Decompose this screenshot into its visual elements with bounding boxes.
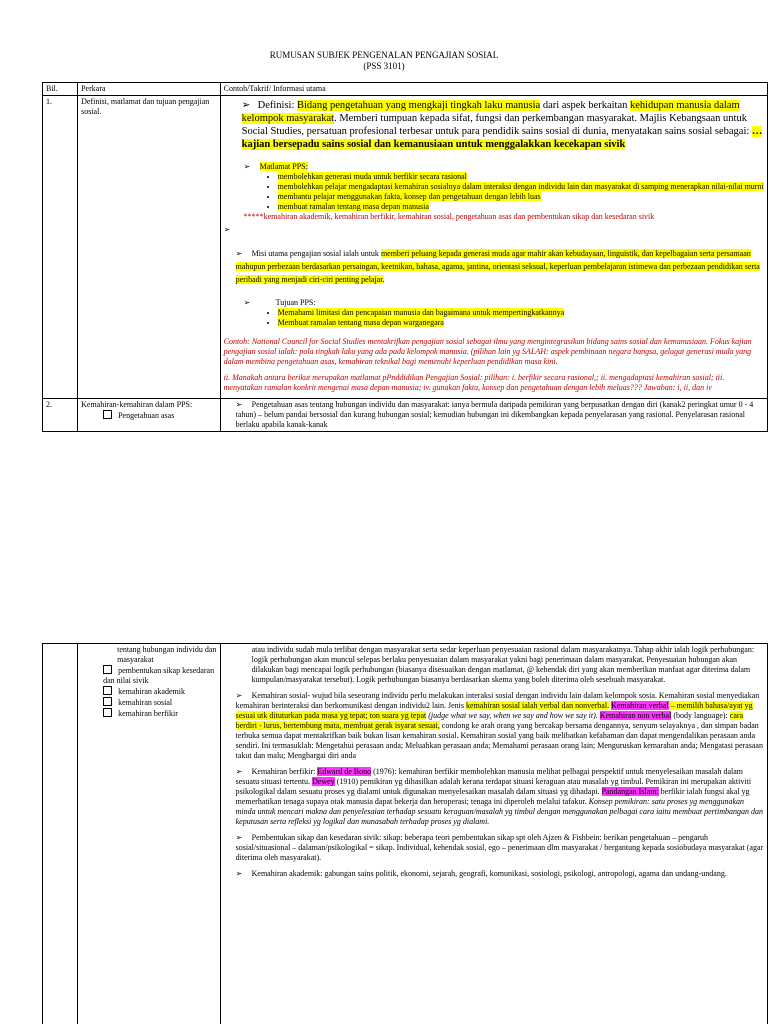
definition-highlight-1: Bidang pengetahuan yang mengkaji tingkah laku manusia: [297, 100, 541, 111]
arrow-icon: ➢: [235, 691, 243, 700]
list-item: • Membuat ramalan tentang masa depan warganegara: [278, 318, 764, 328]
arrow-icon: ➢: [243, 162, 251, 171]
definition-bold: …kajian bersepadu sains sosial dan kemanusiaan untuk menggalakkan kecekapan sivik: [241, 126, 763, 150]
row-topic-label: Kemahiran-kemahiran dalam PPS:: [81, 400, 193, 409]
row-topic: [78, 644, 221, 1024]
definition-highlight-2: kehidupan manusia dalam kelompok masyarakat: [241, 100, 740, 124]
pengetahuan-block: [236, 400, 764, 430]
contoh-1: Contoh: National Council for Social Studies mentakrifkan pengajian sosial sebagai ilmu yang mengintegrasikan bidang sains sosial dan kemanusiaan. Fokus kajian pengajian sosial ialah: pola tingkah laku yang ada pada kelompok manusia. (pilihan lain yg SALAH: aspek pembinaan negara bangsa, gelagat generasi muda yang dalam membina pengetahuan asas, kemahiran teknikal bagi memenuhi keperluan pendidikan masa kini.: [223, 337, 752, 366]
berfikir-block: ➢ Kemahiran berfikir: Edward de Bono (1976): kemahiran berfikir membolehkan manusia melihat pelbagai perspektif untuk menyelesaikan masalah dalam sesuatu situasi tertentu. Dewey (1910) pemikiran yg dihasilkan adalah kerana terdapat situasi keraguan atau masalah yg timbul. Pemikiran ini merupakan aktiviti psikologikal dalam sesuatu proses yg dialami untuk digunakan menyelesaikan masalah dalam situasi yg dihadapi. Pandangan Islam: berfikir ialah fungsi akal yg memerhatikan tenaga supaya otak manusia dapat bekerja dan beroperasi; tenaga ini diperoleh melalui tafakur. Konsep pemikiran: satu proses yg menggunakan minda untuk mencari makna dan penyelesaian terhadap sesuatu keraguan/masalah yg timbul dengan menggunakan pelbagai cara iaitu membuat pertimbangan dan keputusan serta refleksi yg logikal dan munasabah terhadap proses yg dialami.: [235, 767, 763, 826]
checkbox-icon: [103, 686, 112, 695]
document-title: RUMUSAN SUBJEK PENGENALAN PENGAJIAN SOSIAL: [269, 50, 499, 60]
subitem-label: Pengetahuan asas: [118, 411, 175, 420]
checkbox-icon: [103, 697, 112, 706]
col-header-contoh: Contoh/Takrif/ Informasi utama: [220, 83, 767, 96]
topic-subitem: kemahiran akademik: [81, 686, 217, 697]
definition-text-2: . Memberi tumpuan kepada sifat, fungsi dan perkembangan masyarakat. Majlis Kebangsaan untuk Social Studies, persatuan profesional terbesar untuk para pendidik sains sosial di dunia, menyatakan sains sosial sebagai:: [241, 113, 752, 137]
topic-subitem: kemahiran berfikir: [81, 708, 217, 719]
row-number: 1.: [43, 96, 78, 399]
arrow-icon: ➢: [223, 225, 231, 234]
sikap-block: ➢ Pembentukan sikap dan kesedaran sivik: sikap: beberapa teori pembentukan sikap spt oleh Ajzen & Fishbein: berikan pengetahuan – pengaruh sosial/situasional – dalaman/psikologikal = sikap. Individual, kehendak sosial, ego – penerimaan dlm masyarakat / bergantung kepada sosiobudaya masyarakat (agar diterima oleh masyarakat).: [235, 833, 764, 862]
document-code: (PSS 3101): [363, 61, 405, 71]
matlamat-list: [244, 172, 764, 212]
akademik-block: ➢ Kemahiran akademik: gabungan sains politik, ekonomi, sejarah, geografi, komunikasi, sosiologi, psikologi, antropologi, agama dan undang-undang.: [235, 869, 727, 878]
matlamat-block: [244, 162, 764, 222]
tujuan-title: Tujuan PPS:: [275, 298, 316, 307]
arrow-icon: ➢: [235, 767, 243, 776]
definition-label: Definisi:: [257, 100, 295, 111]
topic-subitem: [81, 410, 217, 421]
misi-highlight: memberi peluang kepada generasi muda agar mahir akan kebudayaan, linguistik, dan kepelbagaian serta persamaan mahupun perbezaan berdasarkan persaingan, keetnikan, bahasa, agama, jantina, orientasi seksual, keperluan pembelajaran istimewa dan perbezaan pendidikan serta peribadi yang menjadi ciri-ciri penting pelajar.: [235, 249, 760, 284]
list-item: • membuat ramalan tentang masa depan manusia: [278, 202, 764, 212]
arrow-icon: ➢: [241, 100, 251, 111]
definition-block: [242, 99, 764, 151]
sosial-block: ➢ Kemahiran sosial- wujud bila seseorang individu perlu melakukan interaksi sosial dengan individu lain dalam kelompok sosia. Kemahiran sosial menyediakan kemahiran berinteraksi dan berkomunikasi dengan individu2 lain. Jenis kemahiran sosial ialah verbal dan nonverbal. Kemahiran verbal – memilih bahasa/ayat yg sesuai utk dituturkan pada masa yg tepat; ton suara yg tepat (judge what we say, when we say and how we say it). Kemahiran non verbal (body language): cara berdiri - lurus, bertembung mata, membuat gerak isyarat sesuai, condong ke arah orang yang bercakap bersama dengannya, senyum selayaknya , dan simpan badan terbuka semua dapat mentakrifkan baik bukan lisan kemahiran sosial. Kemahiran sosial yang baik melibatkan kefahaman dan dapat mengendalikan perasaan anda sendiri. Ini termasuklah: Mengetahui perasaan anda; Meluahkan perasaan anda; Memahami perasaan orang lain; Menguruskan kemarahan anda; Mengatasi perasaan takut dan malu; Menghargai diri anda: [235, 691, 763, 760]
checkbox-icon: [103, 410, 112, 419]
list-item: • membolehkan generasi muda untuk berfikir secara rasional: [278, 172, 764, 182]
summary-table-continued: [42, 643, 768, 1024]
misi-text: Misi utama pengajian sosial ialah untuk: [251, 249, 381, 258]
col-header-bil: Bil.: [43, 83, 78, 96]
list-item: • Memahami limitasi dan pencapaian manusia dan bagaimana untuk mempertingkatkannya: [278, 308, 764, 318]
matlamat-note: *****kemahiran akademik, kemahiran berfikir, kemahiran sosial, pengetahuan asas dan pembentukan sikap dan kesedaran sivik: [243, 212, 655, 221]
table-row: [43, 96, 768, 399]
row-content: [220, 399, 767, 432]
misi-block: [236, 247, 764, 286]
arrow-icon: ➢: [235, 869, 243, 878]
pengetahuan-text: Pengetahuan asas tentang hubungan individu dan masyarakat: ianya bermula daripada pemikiran yang berpusatkan dengan diri (kanak2 peringkat umur 0 - 4 tahun) – belum pandai bersosial dan kurang hubungan sosial; kemudian hubungan ini dikembangkan kepada penyelarasan yang rasional. Penyelarasan rasional berlaku apabila kanak-kanak: [235, 400, 754, 429]
matlamat-title: Matlamat PPS:: [259, 162, 308, 171]
arrow-icon: ➢: [243, 298, 251, 307]
table-row: [43, 644, 768, 1024]
arrow-icon: ➢: [235, 249, 243, 258]
col-header-perkara: Perkara: [78, 83, 221, 96]
page-gap: [0, 543, 768, 643]
row-content: [220, 96, 767, 399]
list-item: • membantu pelajar menggunakan fakta, konsep dan pengetahuan dengan lebih luas: [278, 192, 764, 202]
arrow-icon: ➢: [235, 833, 243, 842]
row-topic: Definisi, matlamat dan tujuan pengajian sosial.: [78, 96, 221, 399]
list-item: • membolehkan pelajar mengadaptasi kemahiran sosialnya dalam interaksi dengan individu lain dan masyarakat di samping menerapkan nilai-nilai murni: [278, 182, 764, 192]
empty-arrow: [224, 225, 764, 235]
tujuan-block: [244, 298, 764, 328]
checkbox-icon: [103, 665, 112, 674]
table-row: [43, 399, 768, 432]
row-number: [43, 644, 78, 1024]
topic-subitem: pembentukan sikap kesedaran dan nilai sivik: [103, 666, 215, 685]
summary-table: [42, 82, 768, 432]
contoh-2: ii. Manakah antara berikut merupakan matlamat pPnddidikan Pengajian Sosial: pilihan: i. berfikir secara rasional,; ii. mengadaptasi kemahiran sosial; iii. menyatakan ramalan konkrit mengenai masa depan manusia; iv. gunakan fakta, konsep dan pengetahuan dengan lebih meluas??? Jawaban: i, ii, dan iv: [223, 373, 725, 392]
continued-text: atau individu sudah mula terlibat dengan masyarakat serta sedar keperluan penyesuaian rasional dalam masyarakatnya. Tahap akhir ialah logik perhubungan: logik perhubungan akan muncul selepas berlaku penyesuaian dalam masyarakat yakni bagi penerimaan dalam masyarakat. Penyesuaian hubungan akan dilakukan bagi mencapai logik perhubungan (biasanya disesuaikan dengan matlamat, @ kehendak diri yang akan memberikan manfaat agar diterima dalam kumpulan/masyarakat tersebut). Logik perhubungan biasanya berdasarkan skema yang boleh diterima oleh sesebuah masyarakat.: [251, 645, 755, 684]
topic-subitem: kemahiran sosial: [81, 697, 217, 708]
table-header-row: [43, 83, 768, 96]
arrow-icon: ➢: [235, 400, 243, 409]
row-content: [220, 644, 767, 1024]
definition-text-1: dari aspek berkaitan: [540, 100, 630, 111]
row-number: 2.: [43, 399, 78, 432]
row-topic: [78, 399, 221, 432]
checkbox-icon: [103, 708, 112, 717]
page-2: [0, 643, 768, 1024]
tujuan-list: [244, 308, 764, 328]
topic-continued: tentang hubungan individu dan masyarakat: [117, 645, 217, 664]
document-header: [0, 50, 768, 72]
